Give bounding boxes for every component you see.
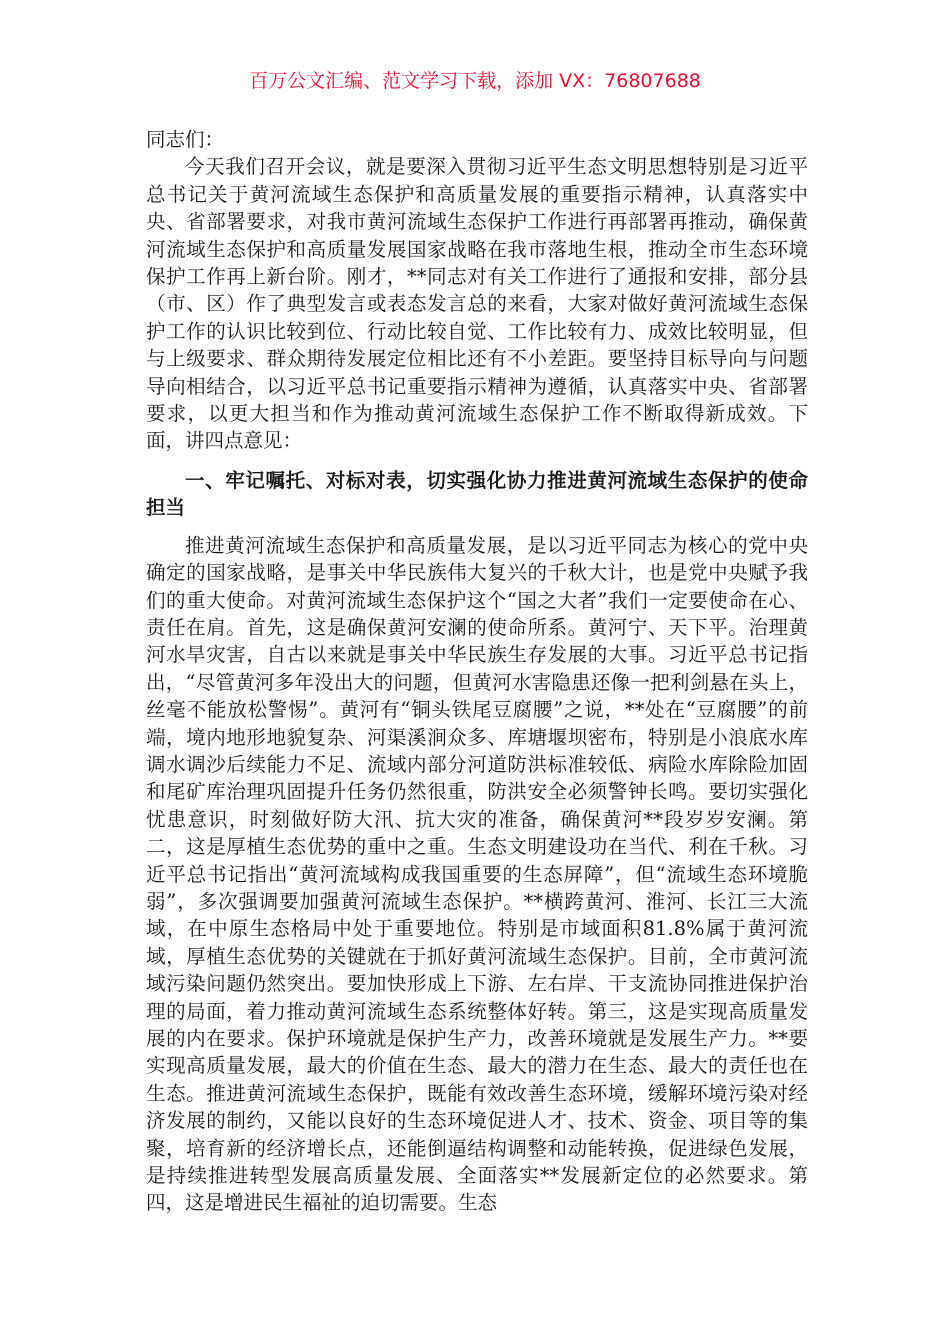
document-body [146,126,808,1217]
section-heading-1: 一、牢记嘱托、对标对表，切实强化协力推进黄河流域生态保护的使命担当 [146,468,808,520]
download-banner: 百万公文汇编、范文学习下载，添加 VX：76807688 [249,70,701,92]
salutation: 同志们： [146,128,225,151]
section-1-paragraph: 推进黄河流域生态保护和高质量发展，是以习近平同志为核心的党中央确定的国家战略，是事关中华民族伟大复兴的千秋大计，也是党中央赋予我们的重大使命。对黄河流域生态保护这个“国之大者”我们一定要使命在心、责任在肩。首先，这是确保黄河安澜的使命所系。黄河宁、天下平。治理黄河水旱灾害，自古以来就是事关中华民族生存发展的大事。习近平总书记指出，“尽管黄河多年没出大的问题，但黄河水害隐患还像一把利剑悬在头上，丝毫不能放松警惕”。黄河有“铜头铁尾豆腐腰”之说，**处在“豆腐腰”的前端，境内地形地貌复杂、河渠溪涧众多、库塘堰坝密布，特别是小浪底水库调水调沙后续能力不足、流域内部分河道防洪标准较低、病险水库除险加固和尾矿库治理巩固提升任务仍然很重，防洪安全必须警钟长鸣。要切实强化忧患意识，时刻做好防大汛、抗大灾的准备，确保黄河**段岁岁安澜。第二，这是厚植生态优势的重中之重。生态文明建设功在当代、利在千秋。习近平总书记指出“黄河流域构成我国重要的生态屏障”，但“流域生态环境脆弱”，多次强调要加强黄河流域生态保护。**横跨黄河、淮河、长江三大流域，在中原生态格局中处于重要地位。特别是市域面积81.8%属于黄河流域，厚植生态优势的关键就在于抓好黄河流域生态保护。目前，全市黄河流域污染问题仍然突出。要加快形成上下游、左右岸、干支流协同推进保护治理的局面，着力推动黄河流域生态系统整体好转。第三，这是实现高质量发展的内在要求。保护环境就是保护生产力，改善环境就是发展生产力。**要实现高质量发展，最大的价值在生态、最大的潜力在生态、最大的责任也在生态。推进黄河流域生态保护，既能有效改善生态环境，缓解环境污染对经济发展的制约，又能以良好的生态环境促进人才、技术、资金、项目等的集聚，培育新的经济增长点，还能倒逼结构调整和动能转换，促进绿色发展，是持续推进转型发展高质量发展、全面落实**发展新定位的必然要求。第四，这是增进民生福祉的迫切需要。生态 [146,533,808,1215]
intro-paragraph: 今天我们召开会议，就是要深入贯彻习近平生态文明思想特别是习近平总书记关于黄河流域生态保护和高质量发展的重要指示精神，认真落实中央、省部署要求，对我市黄河流域生态保护工作进行再部署再推动，确保黄河流域生态保护和高质量发展国家战略在我市落地生根，推动全市生态环境保护工作再上新台阶。刚才，**同志对有关工作进行了通报和安排，部分县（市、区）作了典型发言或表态发言总的来看，大家对做好黄河流域生态保护工作的认识比较到位、行动比较自觉、工作比较有力、成效比较明显，但与上级要求、群众期待发展定位相比还有不小差距。要坚持目标导向与问题导向相结合，以习近平总书记重要指示精神为遵循，认真落实中央、省部署要求，以更大担当和作为推动黄河流域生态保护工作不断取得新成效。下面，讲四点意见： [146,155,808,453]
